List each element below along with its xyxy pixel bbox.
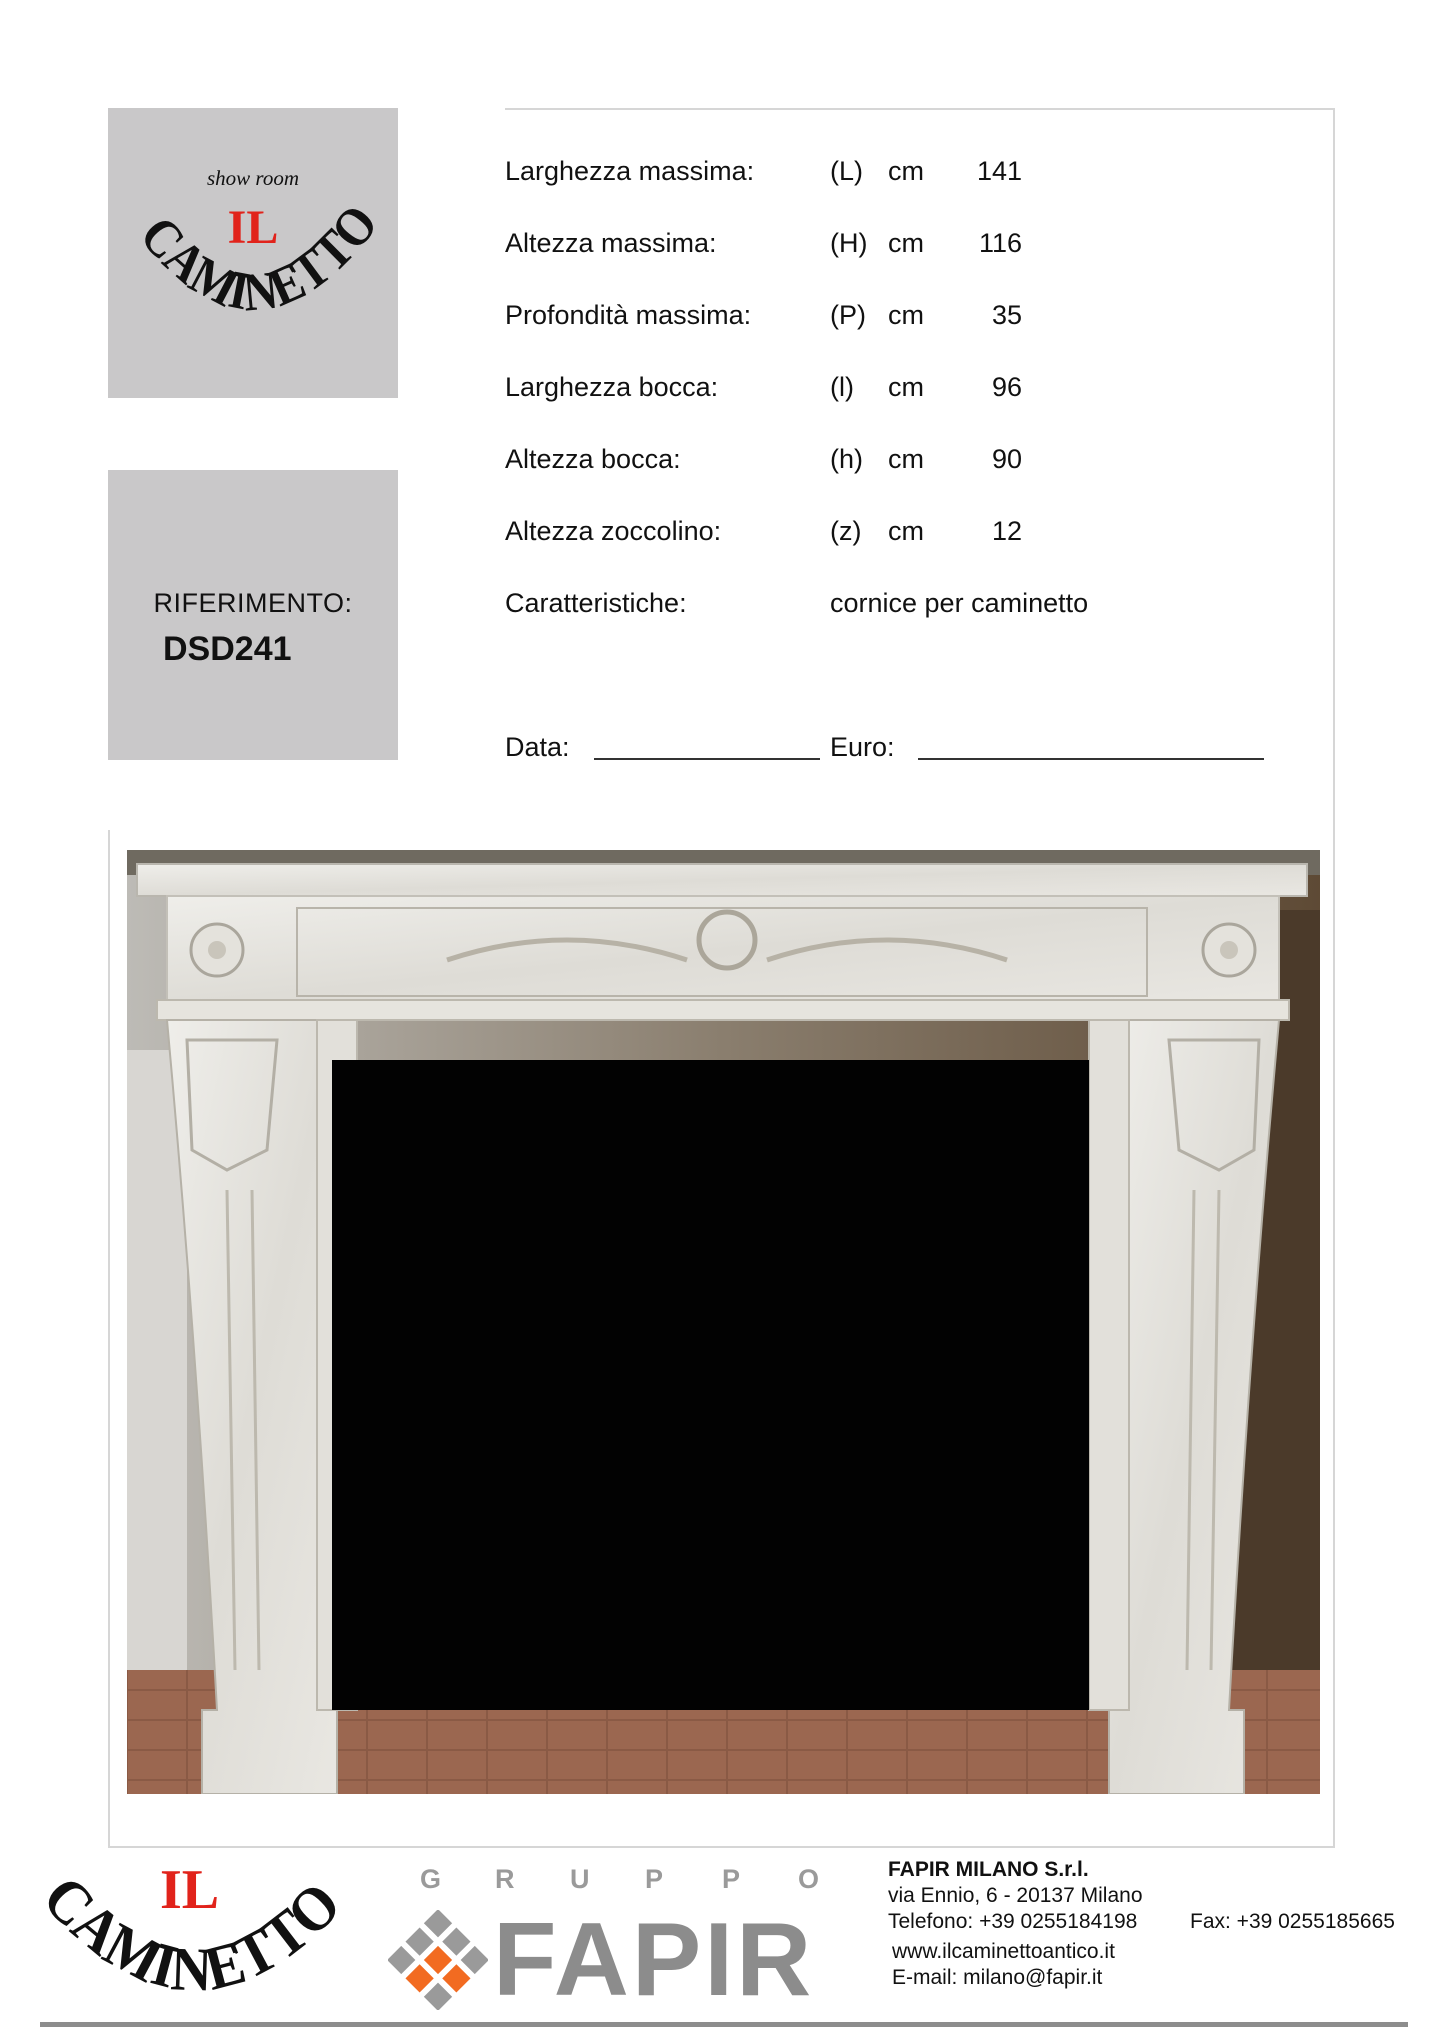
company-address: via Ennio, 6 - 20137 Milano xyxy=(888,1884,1143,1907)
spec-symbol: (h) xyxy=(830,444,863,474)
spec-unit: cm xyxy=(888,516,924,546)
fireplace-photo xyxy=(127,850,1320,1794)
company-email[interactable]: E-mail: milano@fapir.it xyxy=(892,1966,1103,1989)
caminetto-arc-logo xyxy=(108,108,398,398)
spec-symbol: (L) xyxy=(830,156,863,186)
showroom-logo-panel xyxy=(108,108,398,398)
frame-bottom-line xyxy=(108,1846,1335,1848)
spec-unit: cm xyxy=(888,156,924,186)
gruppo-letter: U xyxy=(570,1864,590,1894)
spec-symbol: (H) xyxy=(830,228,868,258)
company-name: FAPIR MILANO S.r.l. xyxy=(888,1858,1089,1881)
frame-left-line xyxy=(108,830,110,1848)
spec-unit: cm xyxy=(888,228,924,258)
euro-label: Euro: xyxy=(830,732,895,762)
svg-text:CAMINETTO xyxy=(128,189,393,323)
bottom-rule xyxy=(40,2022,1408,2027)
fireplace-illustration xyxy=(127,850,1320,1794)
spec-unit: cm xyxy=(888,300,924,330)
spec-label: Altezza zoccolino: xyxy=(505,516,722,546)
spec-label: Altezza bocca: xyxy=(505,444,681,474)
spec-unit: cm xyxy=(888,372,924,402)
company-phone: Telefono: +39 0255184198 xyxy=(888,1910,1138,1933)
footer-caminetto-arc-logo xyxy=(30,1850,370,2030)
logo-il-text: IL xyxy=(227,201,279,254)
gruppo-letter: P xyxy=(722,1864,741,1894)
company-website[interactable]: www.ilcaminettoantico.it xyxy=(892,1940,1115,1963)
gruppo-letter: O xyxy=(798,1864,820,1894)
spec-value: 35 xyxy=(991,300,1022,330)
characteristics-label: Caratteristiche: xyxy=(505,588,687,618)
gruppo-letter: P xyxy=(645,1864,664,1894)
spec-label: Larghezza bocca: xyxy=(505,372,719,402)
frame-top-line xyxy=(505,108,1335,110)
spec-value: 12 xyxy=(991,516,1022,546)
spec-label: Altezza massima: xyxy=(505,228,717,258)
reference-code: DSD241 xyxy=(163,630,292,668)
spec-symbol: (l) xyxy=(830,372,854,402)
gruppo-letter: R xyxy=(495,1864,515,1894)
spec-label: Larghezza massima: xyxy=(505,156,755,186)
gruppo-letter: G xyxy=(420,1864,442,1894)
spec-value: 141 xyxy=(976,156,1022,186)
fapir-logo-text: FAPIR xyxy=(493,1902,815,2018)
showroom-text: show room xyxy=(207,166,299,190)
footer-il-text: IL xyxy=(160,1859,220,1921)
spec-value: 96 xyxy=(991,372,1022,402)
reference-label: RIFERIMENTO: xyxy=(153,588,353,618)
fapir-diamond-icon xyxy=(388,1910,488,2010)
spec-label: Profondità massima: xyxy=(505,300,752,330)
characteristics-value: cornice per caminetto xyxy=(830,588,1089,618)
reference-panel xyxy=(108,470,398,760)
company-fax: Fax: +39 0255185665 xyxy=(1190,1910,1395,1933)
date-label: Data: xyxy=(505,732,570,762)
logo-caminetto-text: CAMINETTO xyxy=(128,189,393,323)
spec-symbol: (z) xyxy=(830,516,862,546)
spec-unit: cm xyxy=(888,444,924,474)
spec-value: 116 xyxy=(978,228,1022,258)
spec-value: 90 xyxy=(991,444,1022,474)
spec-symbol: (P) xyxy=(830,300,866,330)
date-input-line[interactable] xyxy=(594,758,820,760)
svg-text:CAMINETTO xyxy=(30,1863,357,2005)
euro-input-line[interactable] xyxy=(918,758,1264,760)
footer-caminetto-text: CAMINETTO xyxy=(30,1863,357,2005)
frame-right-line xyxy=(1333,108,1335,1848)
